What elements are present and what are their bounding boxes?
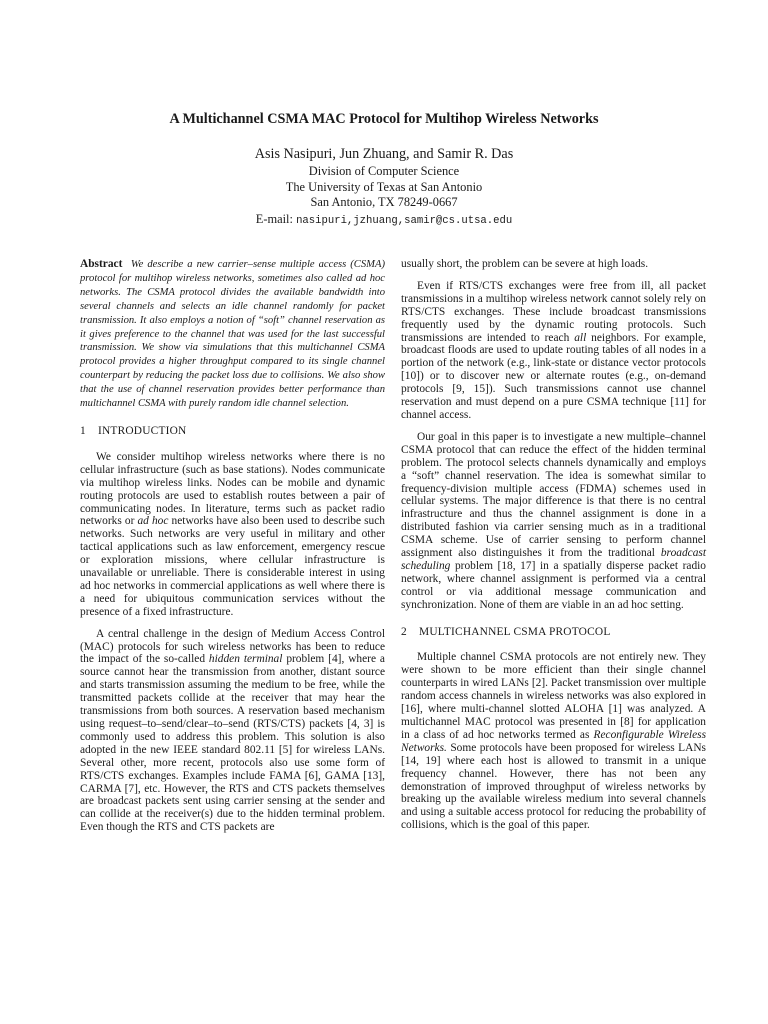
left-column	[80, 258, 385, 834]
abstract-label: Abstract	[80, 258, 123, 270]
affiliation-line: Division of Computer Science	[308, 164, 460, 178]
section-number: 2	[401, 625, 407, 638]
paragraph: Even if RTS/CTS exchanges were free from ill, all packet transmissions in a multihop wireless network cannot solely rely on RTS/CTS exchanges. These include broadcast transmissions frequently used by the dynamic routing protocols. Such transmissions are intended to reach all neighbors. For example, broadcast floods are used to update routing tables of all nodes in a portion of the network (e.g., link-state or distance vector protocols [10]) or to discover new or alternate routes (e.g., on-demand protocols [9, 15]). Such transmissions cannot use channel reservation and must depend on a pure CSMA technique [11] for channel access.	[401, 279, 706, 421]
paragraph: Multiple channel CSMA protocols are not entirely new. They were shown to be more efficient than their single channel counterparts in wired LANs [2]. Packet transmission over multiple random access channels in wireless networks was also explored in [16], where multi-channel slotted ALOHA [1] was analyzed. A multichannel MAC protocol was presented in [8] for application in a class of ad hoc networks termed as Reconfigurable Wireless Networks. Some protocols have been proposed for wireless LANs [14, 19] where each host is allowed to transmit in a unique frequency channel. However, there has not been any demonstration of improved throughput of wireless networks by breaking up the available wireless medium into several channels and using a suitable access protocol for reducing the probability of collisions, which is the goal of this paper.	[401, 651, 706, 832]
right-column	[401, 258, 706, 832]
section-title: INTRODUCTION	[98, 424, 187, 437]
section-title: MULTICHANNEL CSMA PROTOCOL	[419, 625, 611, 638]
paper-title: A Multichannel CSMA MAC Protocol for Multihop Wireless Networks	[169, 111, 599, 127]
paragraph: We consider multihop wireless networks where there is no cellular infrastructure (such as base stations). Nodes communicate via multihop wireless links. Nodes can be mobile and dynamic routing protocols are used to establish routes between a pair of communicating nodes. In literature, terms such as packet radio networks or ad hoc networks have also been used to describe such networks. Such networks are very useful in military and other tactical applications such as law enforcement, emergency rescue or exploration missions, where cellular infrastructure is unavailable or unreliable. There is considerable interest in using ad hoc networks in commercial applications as well where there is a need for ubiquitous communication services without the presence of a fixed infrastructure.	[80, 450, 385, 618]
paragraph: usually short, the problem can be severe at high loads.	[401, 258, 649, 270]
section-heading-multichannel-csma	[401, 626, 706, 639]
email-label: E-mail:	[255, 211, 293, 226]
paragraph: Our goal in this paper is to investigate a new multiple–channel CSMA protocol that can reduce the effect of the hidden terminal problem. The protocol selects channels dynamically and employs a “soft” channel reservation. The idea is somewhat similar to frequency-division multiple access (FDMA) schemes used in cellular systems. The major difference is that there is no central infrastructure and thus the channel assignment is done in a distributed fashion via carrier sensing much as in a traditional CSMA scheme. Use of carrier sensing to perform channel assignment also distinguishes it from the traditional broadcast scheduling problem [18, 17] in a spatially disperse packet radio network, where channel assignment is performed via a central control or via additional message communication and synchronization. None of them are viable in an ad hoc setting.	[401, 430, 706, 611]
section-number: 1	[80, 424, 86, 437]
author-block	[60, 144, 708, 229]
abstract	[80, 258, 385, 411]
author-names: Asis Nasipuri, Jun Zhuang, and Samir R. Das	[254, 146, 514, 162]
section-heading-introduction	[80, 425, 385, 438]
affiliation-line: San Antonio, TX 78249-0667	[310, 195, 458, 209]
paragraph: A central challenge in the design of Medium Access Control (MAC) protocols for such wireless networks has been to reduce the impact of the so-called hidden terminal problem [4], where a source cannot hear the transmission from another, distant source and starts transmission assuming the medium to be free, while the transmitted packets collide at the receiver that may hear the transmissions from both sources. A reservation based mechanism using request–to–send/clear–to–send (RTS/CTS) packets [4, 3] is commonly used to address this problem. This solution is also adopted in the new IEEE standard 802.11 [5] for wireless LANs. Several other, more recent, protocols also use some form of RTS/CTS exchanges. Examples include FAMA [6], GAMA [13], CARMA [7], etc. However, the RTS and CTS packets themselves are broadcast packets sent using carrier sensing at the sender and can collide at the receiver(s) due to the hidden terminal problem. Even though the RTS and CTS packets are	[80, 627, 385, 834]
abstract-text: We describe a new carrier–sense multiple access (CSMA) protocol for multihop wireless networks, sometimes also called ad hoc networks. The CSMA protocol divides the available bandwidth into several channels and selects an idle channel randomly for packet transmission. It also employs a notion of “soft” channel reservation as it gives preference to the channel that was used for the last successful transmission. We show via simulations that this multichannel CSMA protocol provides a higher throughput compared to its single channel counterpart by reducing the packet loss due to collisions. We also show that the use of channel reservation provides better performance than multichannel CSMA with purely random idle channel selection.	[80, 259, 385, 410]
affiliation-line: The University of Texas at San Antonio	[285, 179, 483, 194]
email-line	[60, 211, 708, 229]
email-addresses: nasipuri,jzhuang,samir@cs.utsa.edu	[296, 214, 513, 227]
